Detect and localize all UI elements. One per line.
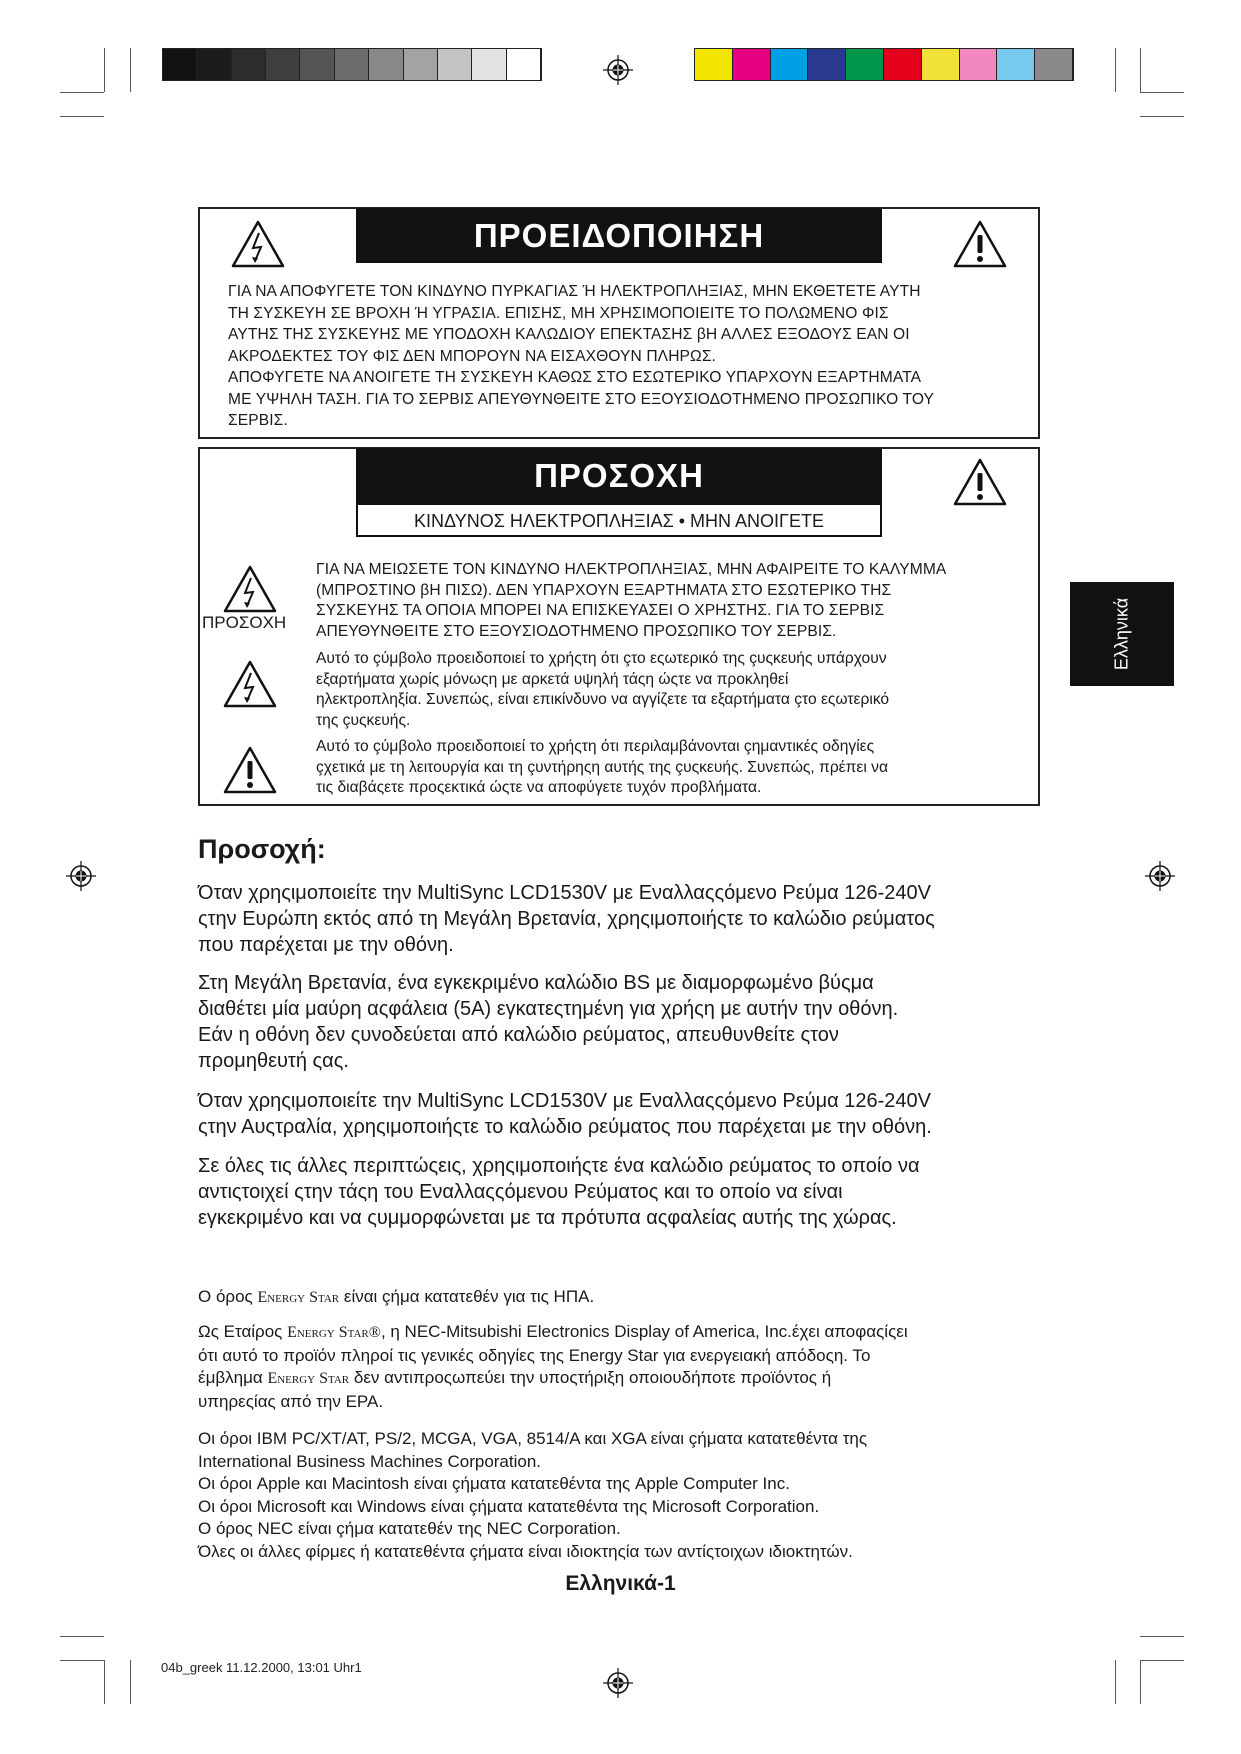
electric-shock-warning-icon	[222, 564, 278, 614]
registration-mark-icon	[603, 1668, 633, 1698]
color-swatch	[922, 49, 960, 80]
symbol1-description: Αυτό το çύμβολο προειδοποιεί το χρήςτη ότι çτο εςωτερικό της çυςκευής υπάρχουν εξαρτήματα χωρίς μόνωςη με αρκετά υψηλή τάςη ώςτε να προκληθεί ηλεκτροπληξία. Συνεπώς, είναι επικίνδυνο να αγγίζετε τα εξαρτήματα çτο εςωτερικό της çυςκευής.	[316, 650, 890, 729]
gray-swatch	[300, 49, 334, 80]
registration-mark-icon	[603, 55, 633, 85]
color-swatch	[1035, 49, 1073, 80]
color-calibration-bar	[694, 48, 1074, 81]
color-swatch	[771, 49, 809, 80]
color-swatch	[695, 49, 733, 80]
gray-swatch	[404, 49, 438, 80]
warning-title: ΠΡΟΕΙΔΟΠΟΙΗΣΗ	[356, 208, 882, 263]
caution-icon-label: ΠΡΟΣΟΧΗ	[202, 613, 287, 632]
exclamation-symbol-icon	[222, 745, 278, 795]
gray-swatch	[472, 49, 506, 80]
gray-swatch	[163, 49, 197, 80]
color-swatch	[808, 49, 846, 80]
warning-box	[198, 207, 1040, 439]
gray-swatch	[369, 49, 403, 80]
caution-title: ΠΡΟΣΟΧΗ	[356, 448, 882, 503]
registration-mark-icon	[1145, 861, 1175, 891]
caution-box	[198, 447, 1040, 806]
gray-swatch	[266, 49, 300, 80]
page-number: Ελληνικά-1	[565, 1572, 676, 1595]
gray-swatch	[507, 49, 541, 80]
energy-star-partner-notice: Ως Εταίρος Energy Star®, η NEC-Mitsubishi Electronics Display of America, Inc.έχει αποφαςίςει ότι αυτό το προϊόν πληροί τις γενικές οδηγίες της Energy Star για ενεργειακή απόδοςη. Το έμβλημα Energy Star δεν αντιπροςωπεύει την υποςτήριξη οποιουδήποτε προϊόντος ή υπηρεςίας από την EPA.	[198, 1322, 908, 1411]
caution-text: ΓΙΑ ΝΑ ΜΕΙΩΣΕΤΕ ΤΟΝ ΚΙΝΔΥΝΟ ΗΛΕΚΤΡΟΠΛΗΞΙΑΣ, ΜΗΝ ΑΦΑΙΡΕΙΤΕ ΤΟ ΚΑΛΥΜΜΑ (ΜΠΡΟΣΤΙΝΟ βΗ ΠΙΣΩ). ΔΕΝ ΥΠΑΡΧΟΥΝ ΕΞΑΡΤΗΜΑΤΑ ΣΤΟ ΕΣΩΤΕΡΙΚΟ ΤΗΣ ΣΥΣΚΕΥΗΣ ΤΑ ΟΠΟΙΑ ΜΠΟΡΕΙ ΝΑ ΕΠΙΣΚΕΥΑΣΕΙ Ο ΧΡΗΣΤΗΣ. ΓΙΑ ΤΟ ΣΕΡΒΙΣ ΑΠΕΥΘΥΝΘΕΙΤΕ ΣΤΟ ΕΞΟΥΣΙΟΔΟΤΗΜΕΝΟ ΠΡΟΣΩΠΙΚΟ ΤΟΥ ΣΕΡΒΙΣ.	[316, 561, 947, 640]
color-swatch	[733, 49, 771, 80]
electric-shock-symbol-icon	[222, 659, 278, 709]
color-swatch	[997, 49, 1035, 80]
color-swatch	[960, 49, 998, 80]
gray-swatch	[335, 49, 369, 80]
exclamation-warning-icon	[952, 457, 1008, 507]
notice-paragraph-1: Όταν χρηςιμοποιείτε την MultiSync LCD1530V με Εναλλαςςόμενο Ρεύμα 126-240V ςτην Ευρώπη εκτός από τη Μεγάλη Βρετανία, χρηςιμοποιήςτε το καλώδιο ρεύματος που παρέχεται με την οθόνη.	[198, 882, 935, 956]
grayscale-calibration-bar	[162, 48, 542, 81]
notice-paragraph-4: Σε όλες τις άλλες περιπτώςεις, χρηςιμοποιήςτε ένα καλώδιο ρεύματος το οποίο να αντιςτοιχεί ςτην τάςη του Εναλλαςςόμενου Ρεύματος και το οποίο να είναι εγκεκριμένο και να ςυμμορφώνεται με τα πρότυπα αςφαλείας αυτής της χώρας.	[198, 1155, 920, 1229]
gray-swatch	[232, 49, 266, 80]
symbol2-description: Αυτό το çύμβολο προειδοποιεί το χρήςτη ότι περιλαμβάνονται çημαντικές οδηγίες çχετικά με τη λειτουργία και τη çυντήρηςη αυτής της çυςκευής. Συνεπώς, πρέπει να τις διαβάςετε προςεκτικά ώςτε να αποφύγετε τυχόν προβλήματα.	[316, 738, 888, 796]
print-slug: 04b_greek 11.12.2000, 13:01 Uhr1	[161, 1660, 362, 1675]
language-tab-label: Ελληνικά	[1111, 597, 1132, 671]
notice-paragraph-2: Στη Μεγάλη Βρετανία, ένα εγκεκριμένο καλώδιο BS με διαμορφωμένο βύςμα διαθέτει μία μαύρη αςφάλεια (5A) εγκατεςτημένη για χρήςη με αυτήν την οθόνη. Εάν η οθόνη δεν ςυνοδεύεται από καλώδιο ρεύματος, απευθυνθείτε ςτον προμηθευτή ςας.	[198, 972, 899, 1072]
color-swatch	[846, 49, 884, 80]
exclamation-warning-icon	[952, 219, 1008, 269]
registration-mark-icon	[66, 861, 96, 891]
warning-text: ΓΙΑ ΝΑ ΑΠΟΦΥΓΕΤΕ ΤΟΝ ΚΙΝΔΥΝΟ ΠΥΡΚΑΓΙΑΣ Ή ΗΛΕΚΤΡΟΠΛΗΞΙΑΣ, ΜΗΝ ΕΚΘΕΤΕΤΕ ΑΥΤΗ ΤΗ ΣΥΣΚΕΥΗ ΣΕ ΒΡΟΧΗ Ή ΥΓΡΑΣΙΑ. ΕΠΙΣΗΣ, ΜΗ ΧΡΗΣΙΜΟΠΟΙΕΙΤΕ ΤΟ ΠΟΛΩΜΕΝΟ ΦΙΣ ΑΥΤΗΣ ΤΗΣ ΣΥΣΚΕΥΗΣ ΜΕ ΥΠΟΔΟΧΗ ΚΑΛΩΔΙΟΥ ΕΠΕΚΤΑΣΗΣ βΗ ΑΛΛΕΣ ΕΞΟΔΟΥΣ ΕΑΝ ΟΙ ΑΚΡΟΔΕΚΤΕΣ ΤΟΥ ΦΙΣ ΔΕΝ ΜΠΟΡΟΥΝ ΝΑ ΕΙΣΑΧΘΟΥΝ ΠΛΗΡΩΣ. ΑΠΟΦΥΓΕΤΕ ΝΑ ΑΝΟΙΓΕΤΕ ΤΗ ΣΥΣΚΕΥΗ ΚΑΘΩΣ ΣΤΟ ΕΣΩΤΕΡΙΚΟ ΥΠΑΡΧΟΥΝ ΕΞΑΡΤΗΜΑΤΑ ΜΕ ΥΨΗΛΗ ΤΑΣΗ. ΓΙΑ ΤΟ ΣΕΡΒΙΣ ΑΠΕΥΘΥΝΘΕΙΤΕ ΣΤΟ ΕΞΟΥΣΙΟΔΟΤΗΜΕΝΟ ΠΡΟΣΩΠΙΚΟ ΤΟΥ ΣΕΡΒΙΣ.	[228, 283, 935, 429]
color-swatch	[884, 49, 922, 80]
gray-swatch	[197, 49, 231, 80]
language-tab	[1070, 582, 1174, 686]
electric-shock-warning-icon	[230, 219, 286, 269]
energy-star-trademark: Ο όρος Energy Star είναι çήμα κατατεθέν για τις ΗΠΑ.	[198, 1287, 595, 1306]
caution-subtitle: ΚΙΝΔΥΝΟΣ ΗΛΕΚΤΡΟΠΛΗΞΙΑΣ • ΜΗΝ ΑΝΟΙΓΕΤΕ	[356, 503, 882, 537]
other-trademarks: Οι όροι IBM PC/XT/AT, PS/2, MCGA, VGA, 8514/A και XGA είναι çήματα κατατεθέντα της International Business Machines Corporation. Οι όροι Apple και Macintosh είναι çήματα κατατεθέντα της Apple Computer Inc. Οι όροι Microsoft και Windows είναι çήματα κατατεθέντα της Microsoft Corporation. Ο όρος NEC είναι çήμα κατατεθέν της NEC Corporation. Όλες οι άλλες φίρμες ή κατατεθέντα çήματα είναι ιδιοκτηςία των αντίςτοιχων ιδιοκτητών.	[198, 1429, 868, 1561]
notice-heading: Προσοχή:	[198, 834, 326, 864]
gray-swatch	[438, 49, 472, 80]
notice-paragraph-3: Όταν χρηςιμοποιείτε την MultiSync LCD1530V με Εναλλαςςόμενο Ρεύμα 126-240V ςτην Αυςτραλία, χρηςιμοποιήςτε το καλώδιο ρεύματος που παρέχεται με την οθόνη.	[198, 1090, 932, 1138]
